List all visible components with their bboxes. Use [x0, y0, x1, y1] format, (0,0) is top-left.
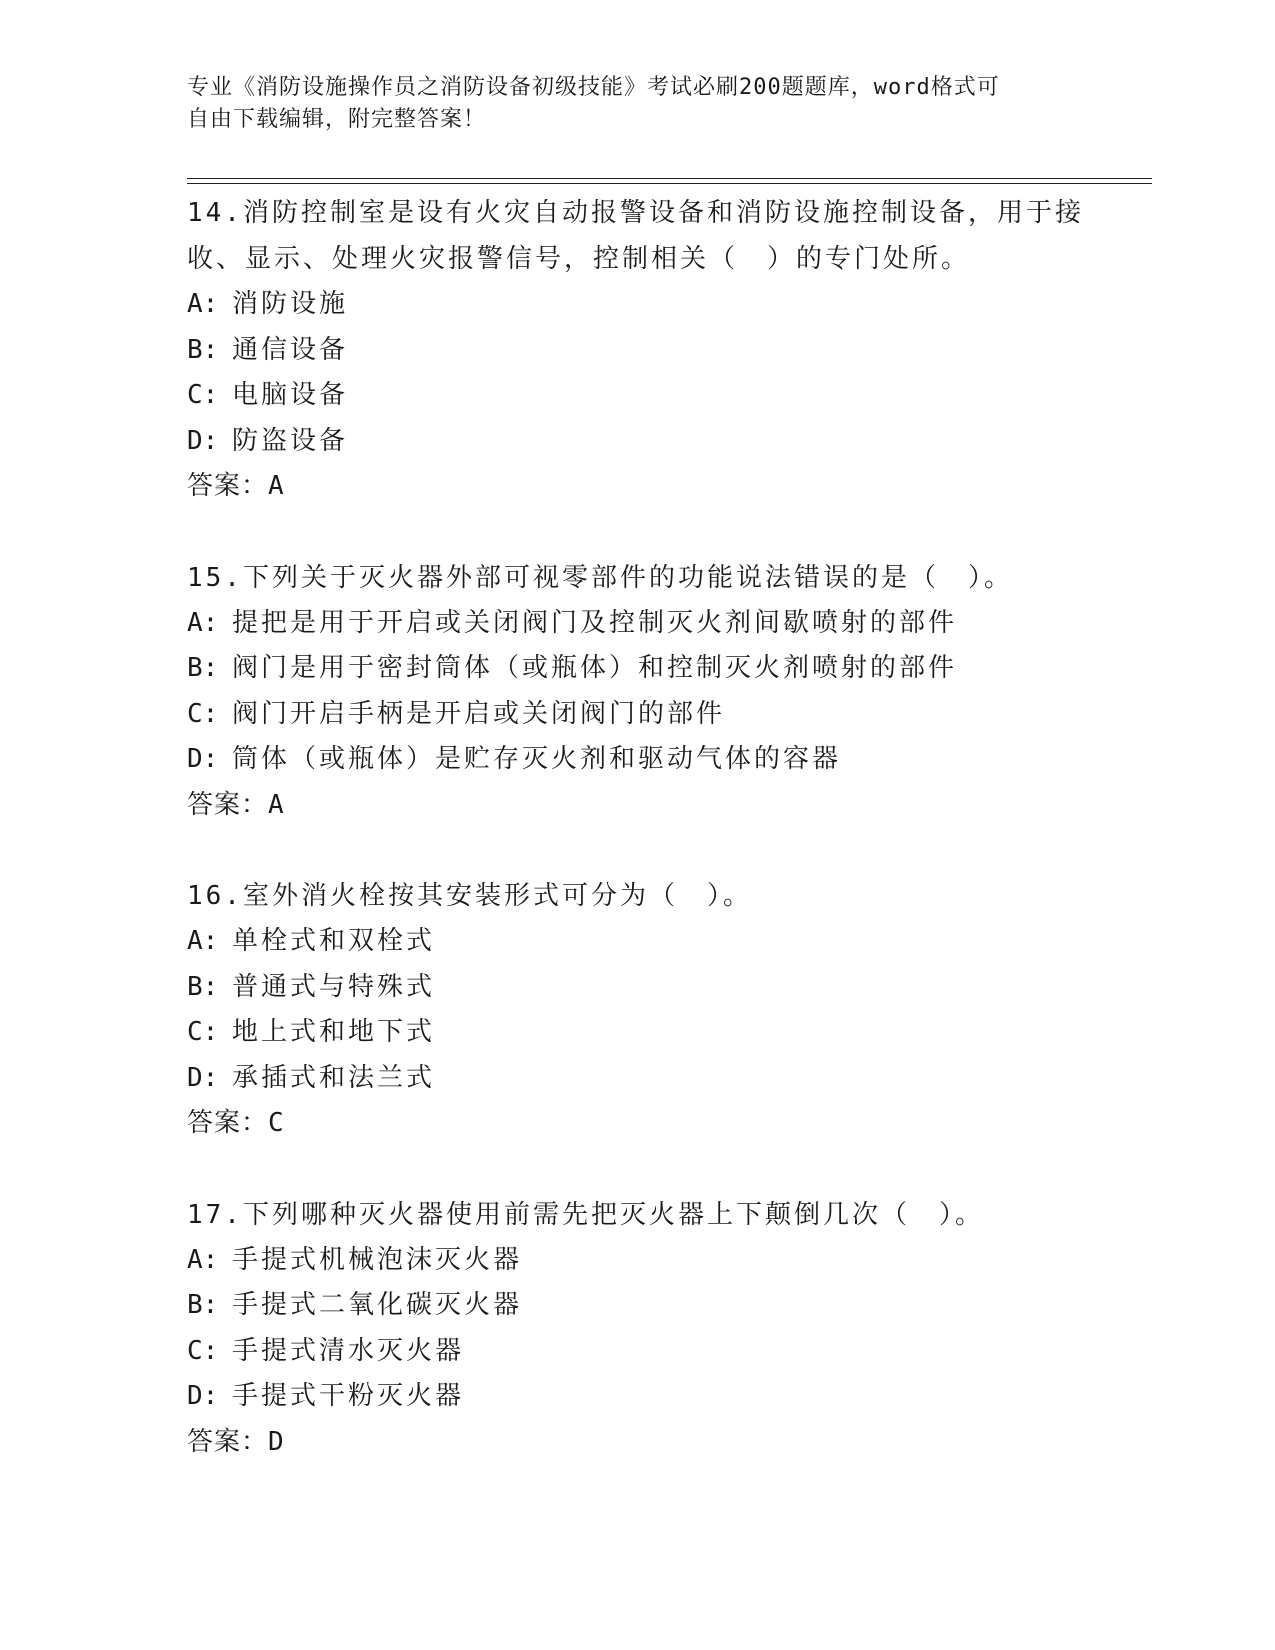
option-d	[187, 1056, 1087, 1102]
option-d	[187, 1374, 1087, 1420]
question-text: 15.下列关于灭火器外部可视零部件的功能说法错误的是（ ）。	[187, 562, 1013, 593]
option-a	[187, 601, 1087, 647]
answer-value: D	[268, 1426, 285, 1457]
question-16	[187, 873, 1087, 1147]
option-text: 阀门开启手柄是开启或关闭阀门的部件	[232, 698, 726, 729]
option-text: 提把是用于开启或关闭阀门及控制灭火剂间歇喷射的部件	[232, 607, 958, 638]
option-text: 消防设施	[232, 289, 349, 319]
option-key: D:	[187, 425, 219, 456]
question-14	[187, 190, 1087, 510]
answer-value: C	[268, 1108, 285, 1138]
option-key: A:	[187, 926, 219, 956]
header-divider-bottom	[187, 183, 1152, 184]
question-17	[187, 1192, 1087, 1466]
answer-label: 答案：	[187, 1426, 269, 1457]
option-b	[187, 1283, 1087, 1329]
option-a	[187, 919, 1087, 965]
option-text: 普通式与特殊式	[232, 971, 436, 1002]
document-header	[187, 72, 1067, 136]
option-d	[187, 737, 1087, 783]
option-text: 承插式和法兰式	[232, 1062, 436, 1093]
answer-label: 答案：	[187, 789, 269, 820]
option-text: 阀门是用于密封筒体（或瓶体）和控制灭火剂喷射的部件	[232, 653, 958, 683]
option-text: 手提式干粉灭火器	[232, 1381, 465, 1411]
header-line-2: 自由下载编辑，附完整答案！	[187, 107, 487, 132]
option-key: A:	[187, 607, 219, 638]
option-b	[187, 965, 1087, 1011]
question-list	[187, 190, 1087, 1510]
answer-value: A	[268, 789, 285, 820]
option-text: 单栓式和双栓式	[232, 926, 436, 956]
answer-line	[187, 783, 1087, 829]
option-d	[187, 419, 1087, 465]
option-text: 手提式二氧化碳灭火器	[232, 1290, 523, 1320]
option-a	[187, 1238, 1087, 1284]
option-text: 手提式清水灭火器	[232, 1335, 465, 1366]
option-text: 手提式机械泡沫灭火器	[232, 1244, 523, 1275]
option-key: D:	[187, 744, 219, 774]
question-text: 17.下列哪种灭火器使用前需先把灭火器上下颠倒几次（ ）。	[187, 1199, 984, 1230]
option-text: 电脑设备	[232, 380, 349, 410]
option-text: 通信设备	[232, 334, 349, 365]
option-key: C:	[187, 1017, 219, 1047]
option-text: 防盗设备	[232, 425, 349, 456]
answer-line	[187, 1420, 1087, 1466]
option-key: D:	[187, 1062, 219, 1093]
question-text: 14.消防控制室是设有火灾自动报警设备和消防设施控制设备，用于接收、显示、处理火灾报警信号，控制相关（ ）的专门处所。	[187, 198, 1084, 274]
option-b	[187, 646, 1087, 692]
option-key: C:	[187, 1335, 219, 1366]
answer-label: 答案：	[187, 471, 269, 501]
option-c	[187, 692, 1087, 738]
option-b	[187, 328, 1087, 374]
option-key: B:	[187, 971, 219, 1002]
option-key: C:	[187, 380, 219, 410]
header-divider-top	[187, 178, 1152, 179]
option-c	[187, 1329, 1087, 1375]
answer-label: 答案：	[187, 1108, 269, 1138]
option-text: 筒体（或瓶体）是贮存灭火剂和驱动气体的容器	[232, 744, 842, 774]
question-text: 16.室外消火栓按其安装形式可分为（ ）。	[187, 881, 752, 911]
answer-value: A	[268, 471, 285, 501]
option-c	[187, 1010, 1087, 1056]
option-a	[187, 282, 1087, 328]
answer-line	[187, 1101, 1087, 1147]
option-key: C:	[187, 698, 219, 729]
header-line-1: 专业《消防设施操作员之消防设备初级技能》考试必刷200题题库，word格式可	[187, 75, 1000, 100]
answer-line	[187, 464, 1087, 510]
option-key: A:	[187, 289, 219, 319]
option-c	[187, 373, 1087, 419]
option-key: B:	[187, 334, 219, 365]
question-15	[187, 555, 1087, 829]
option-key: A:	[187, 1244, 219, 1275]
option-text: 地上式和地下式	[232, 1017, 436, 1047]
option-key: B:	[187, 1290, 219, 1320]
option-key: D:	[187, 1381, 219, 1411]
option-key: B:	[187, 653, 219, 683]
